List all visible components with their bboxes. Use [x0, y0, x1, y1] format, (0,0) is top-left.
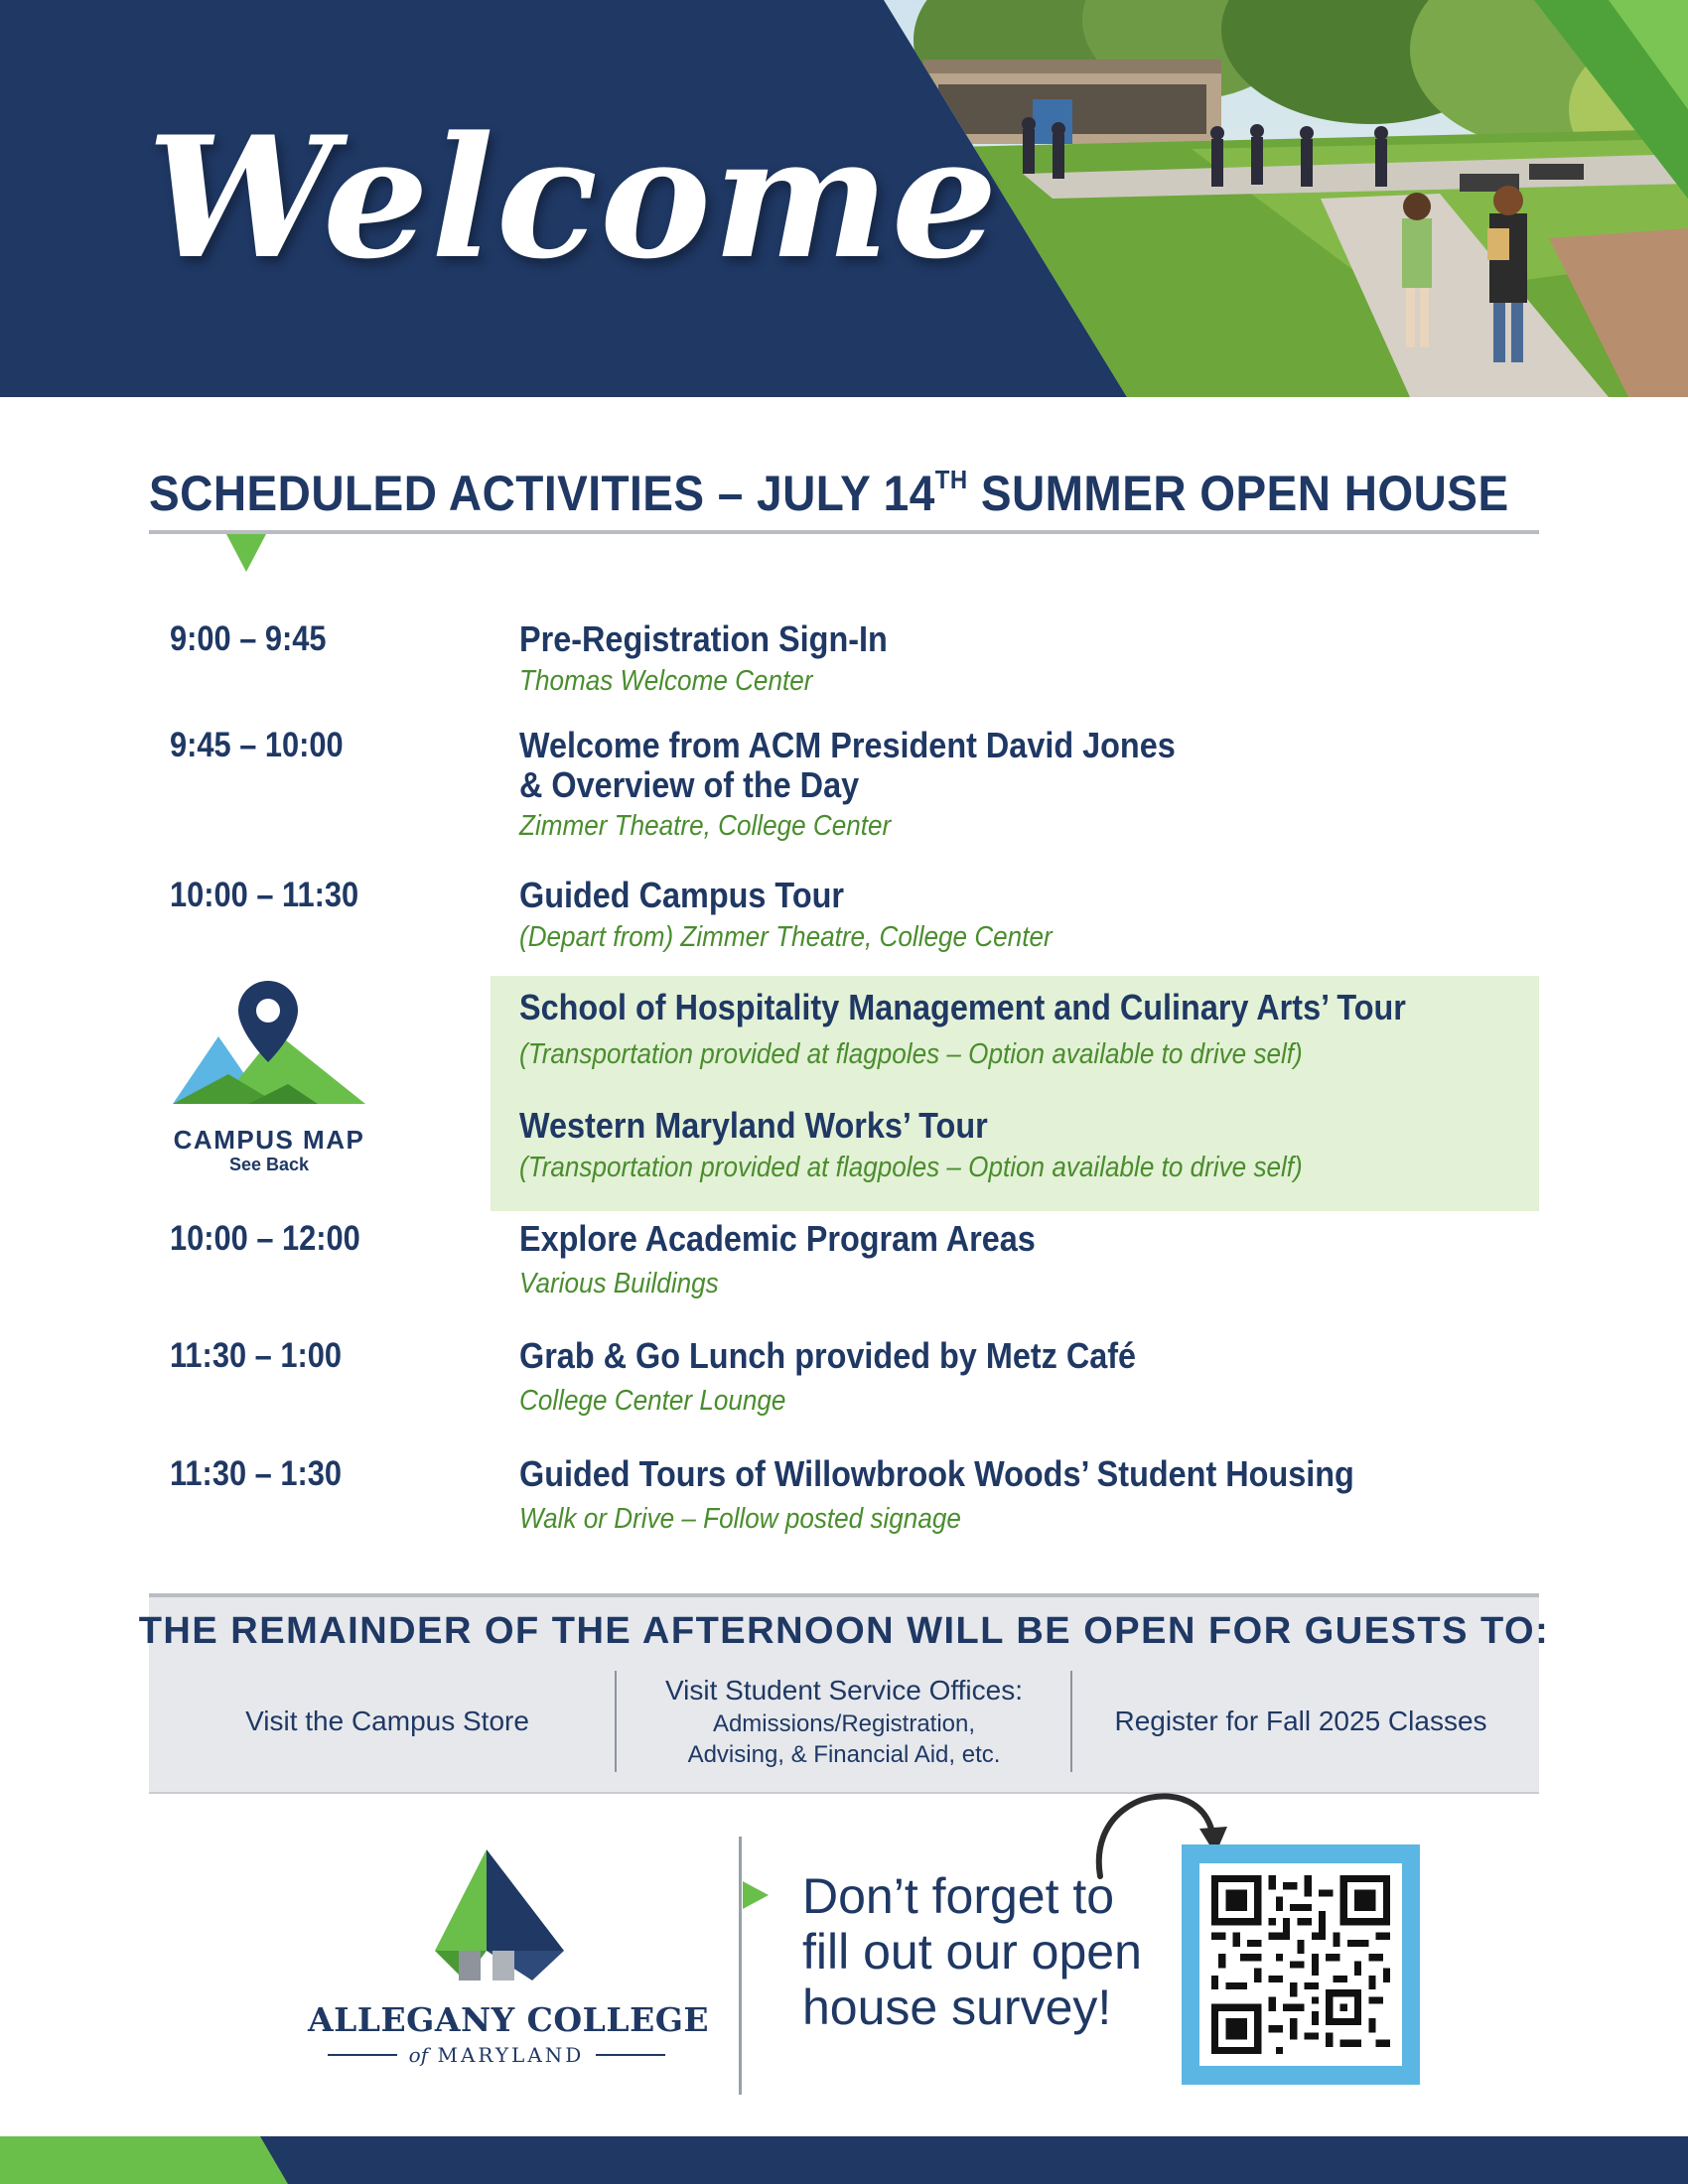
column-divider [1070, 1671, 1072, 1772]
afternoon-options-title: THE REMAINDER OF THE AFTERNOON WILL BE OPEN FOR GUESTS TO: [138, 1610, 1550, 1652]
schedule-location: (Transportation provided at flagpoles – Option available to drive self) [519, 1152, 1303, 1183]
schedule-location: Various Buildings [519, 1268, 719, 1299]
option-campus-store: Visit the Campus Store [245, 1706, 529, 1736]
schedule-location: Zimmer Theatre, College Center [519, 810, 892, 842]
survey-pointer-icon [743, 1881, 769, 1909]
schedule-title-item: Guided Campus Tour [519, 875, 845, 915]
schedule-location: (Depart from) Zimmer Theatre, College Center [519, 921, 1053, 953]
hero-banner [0, 0, 1688, 397]
schedule-time: 10:00 – 11:30 [170, 876, 359, 914]
schedule-title-item: Guided Tours of Willowbrook Woods’ Student Housing [519, 1453, 1354, 1494]
campus-map-subtitle: See Back [228, 1155, 310, 1174]
welcome-heading: Welcome [147, 99, 1000, 296]
schedule-time: 10:00 – 12:00 [170, 1219, 360, 1258]
campus-map-title: CAMPUS MAP [173, 1125, 365, 1155]
schedule-location: Thomas Welcome Center [519, 665, 813, 697]
schedule-title-item: Grab & Go Lunch provided by Metz Café [519, 1335, 1137, 1376]
logo-rule-right [596, 2054, 665, 2056]
schedule-location: College Center Lounge [519, 1385, 786, 1417]
option-student-services: Visit Student Service Offices: Admissions/Registration, Advising, & Financial Aid, etc. [664, 1675, 1024, 1768]
schedule-time: 9:00 – 9:45 [170, 619, 327, 658]
college-subname: of MARYLAND [408, 2043, 585, 2067]
schedule-time: 11:30 – 1:30 [170, 1454, 342, 1493]
footer-band [0, 2136, 1688, 2184]
schedule-title-item: Welcome from ACM President David Jones [519, 725, 1176, 765]
footer-divider [739, 1837, 742, 2095]
schedule-location: (Transportation provided at flagpoles – Option available to drive self) [519, 1038, 1303, 1070]
qr-code-icon[interactable] [1211, 1875, 1390, 2054]
college-name: ALLEGANY COLLEGE [308, 2000, 710, 2039]
column-divider [615, 1671, 617, 1772]
schedule-title: SCHEDULED ACTIVITIES – JULY 14TH SUMMER OPEN HOUSE [149, 465, 1509, 521]
option-register-classes: Register for Fall 2025 Classes [1114, 1706, 1487, 1736]
schedule-location: Walk or Drive – Follow posted signage [519, 1503, 961, 1535]
title-divider [149, 530, 1539, 534]
schedule-title-item: School of Hospitality Management and Culinary Arts’ Tour [519, 987, 1406, 1027]
schedule-title-item: Pre-Registration Sign-In [519, 618, 888, 659]
schedule-time: 9:45 – 10:00 [170, 726, 344, 764]
schedule-title-item-line2: & Overview of the Day [519, 764, 860, 805]
schedule-title-item: Explore Academic Program Areas [519, 1218, 1036, 1259]
title-pointer-icon [226, 534, 266, 572]
survey-reminder: Don’t forget to fill out our open house survey! [802, 1868, 1142, 2035]
schedule-title-item: Western Maryland Works’ Tour [519, 1105, 988, 1146]
schedule-time: 11:30 – 1:00 [170, 1336, 342, 1375]
